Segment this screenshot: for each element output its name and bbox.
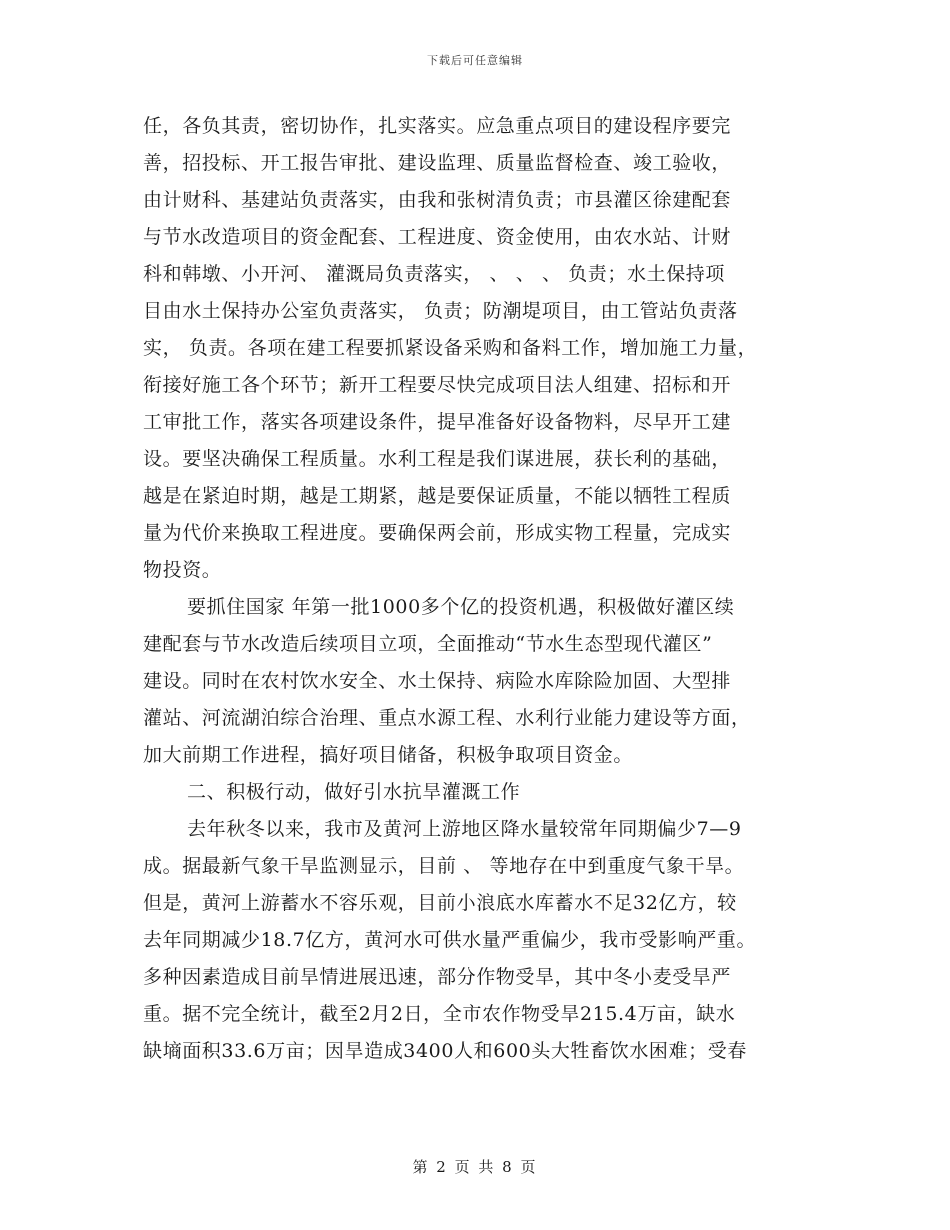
text-line: 建配套与节水改造后续项目立项，全面推动“节水生态型现代灌区” bbox=[143, 633, 713, 655]
text-line: 衔接好施工各个环节；新开工程要尽快完成项目法人组建、招标和开 bbox=[143, 374, 732, 396]
text-line: 由计财科、基建站负责落实，由我和张树清负责；市县灌区徐建配套 bbox=[143, 189, 732, 211]
page-number: 第 2 页 共 8 页 bbox=[412, 1158, 538, 1176]
text-line: 多种因素造成目前旱情进展迅速，部分作物受旱，其中冬小麦受旱严 bbox=[143, 966, 732, 988]
paragraph-first-line: 去年秋冬以来，我市及黄河上游地区降水量较常年同期偏少7—9 bbox=[187, 818, 742, 840]
text-line: 去年同期减少18.7亿方，黄河水可供水量严重偏少，我市受影响严重。 bbox=[143, 929, 757, 951]
text-line: 善，招投标、开工报告审批、建设监理、质量监督检查、竣工验收， bbox=[143, 152, 732, 174]
text-line: 目由水土保持办公室负责落实， 负责；防潮堤项目，由工管站负责落 bbox=[143, 300, 738, 322]
text-line: 建设。同时在农村饮水安全、水土保持、病险水库除险加固、大型排 bbox=[143, 670, 732, 692]
section-heading: 二、积极行动，做好引水抗旱灌溉工作 bbox=[187, 781, 521, 803]
paragraph-first-line: 要抓住国家 年第一批1000多个亿的投资机遇，积极做好灌区续 bbox=[187, 596, 735, 618]
text-line: 设。要坚决确保工程质量。水利工程是我们谋进展，获长利的基础， bbox=[143, 448, 732, 470]
text-line: 但是，黄河上游蓄水不容乐观，目前小浪底水库蓄水不足32亿方，较 bbox=[143, 892, 737, 914]
text-line: 工审批工作，落实各项建设条件，提早准备好设备物料，尽早开工建 bbox=[143, 411, 732, 433]
document-body bbox=[143, 108, 811, 1070]
page-header: 下载后可任意编辑 bbox=[427, 54, 523, 67]
text-line: 与节水改造项目的资金配套、工程进度、资金使用，由农水站、计财 bbox=[143, 226, 732, 248]
text-line: 任，各负其责，密切协作，扎实落实。应急重点项目的建设程序要完 bbox=[143, 115, 732, 137]
text-line: 实， 负责。各项在建工程要抓紧设备采购和备料工作，增加施工力量， bbox=[143, 337, 758, 359]
text-line: 加大前期工作进程，搞好项目储备，积极争取项目资金。 bbox=[143, 744, 634, 766]
text-line: 越是在紧迫时期，越是工期紧，越是要保证质量，不能以牺牲工程质 bbox=[143, 485, 732, 507]
text-line: 量为代价来换取工程进度。要确保两会前，形成实物工程量，完成实 bbox=[143, 522, 732, 544]
text-line: 灌站、河流湖泊综合治理、重点水源工程、水利行业能力建设等方面， bbox=[143, 707, 751, 729]
text-line: 重。据不完全统计，截至2月2日，全市农作物受旱215.4万亩，缺水 bbox=[143, 1003, 736, 1025]
text-line: 科和韩墩、小开河、 灌溉局负责落实， 、 、 、 负责；水土保持项 bbox=[143, 263, 725, 285]
text-line: 物投资。 bbox=[143, 559, 222, 581]
text-line: 成。据最新气象干旱监测显示，目前 、 等地存在中到重度气象干旱。 bbox=[143, 855, 745, 877]
text-line: 缺墒面积33.6万亩；因旱造成3400人和600头大牲畜饮水困难；受春 bbox=[143, 1040, 747, 1062]
